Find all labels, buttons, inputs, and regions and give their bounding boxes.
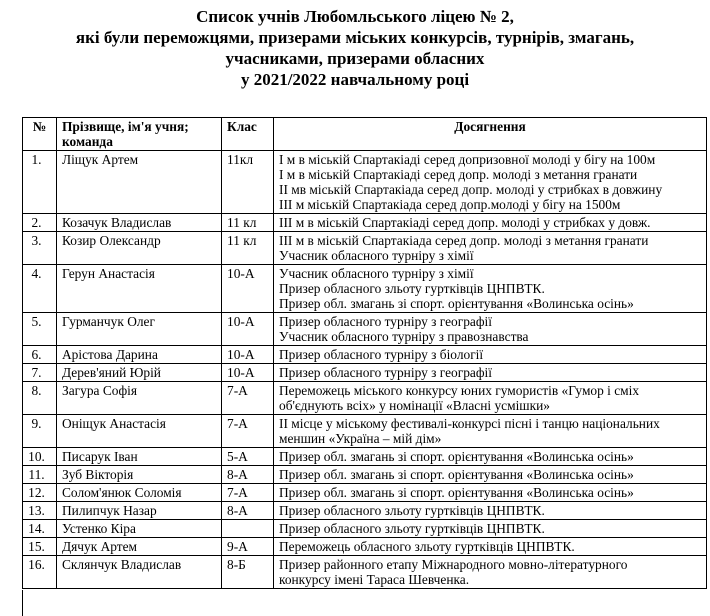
header-class: Клас xyxy=(222,118,274,151)
table-row xyxy=(23,538,707,556)
table-row xyxy=(23,556,707,589)
table-row xyxy=(23,466,707,484)
achievements-cell xyxy=(274,346,707,364)
achievements-cell xyxy=(274,313,707,346)
student-class: 8-Б xyxy=(222,556,274,589)
achievement-line: Переможець міського конкурсу юних гумористів «Гумор і сміх xyxy=(279,383,640,398)
row-number: 11. xyxy=(23,466,57,484)
student-name: Оніщук Анастасія xyxy=(57,415,222,448)
row-number: 5. xyxy=(23,313,57,346)
achievement-line: І м в міській Спартакіаді серед допр. молоді з метання гранати xyxy=(279,167,638,182)
row-number: 8. xyxy=(23,382,57,415)
table-row xyxy=(23,214,707,232)
row-number: 9. xyxy=(23,415,57,448)
achievements-cell xyxy=(274,448,707,466)
table-row xyxy=(23,346,707,364)
row-number: 16. xyxy=(23,556,57,589)
achievements-cell xyxy=(274,502,707,520)
achievement-line: Призер обл. змагань зі спорт. орієнтування «Волинська осінь» xyxy=(279,467,634,482)
student-class: 8-А xyxy=(222,466,274,484)
table-row xyxy=(23,484,707,502)
table-row xyxy=(23,313,707,346)
table-row xyxy=(23,520,707,538)
student-class: 5-А xyxy=(222,448,274,466)
student-class: 7-А xyxy=(222,382,274,415)
achievements-cell xyxy=(274,538,707,556)
achievement-line: Призер обл. змагань зі спорт. орієнтування «Волинська осінь» xyxy=(279,485,634,500)
student-name: Загура Софія xyxy=(57,382,222,415)
table-row xyxy=(23,502,707,520)
achievement-line: Призер обл. змагань зі спорт. орієнтування «Волинська осінь» xyxy=(279,449,634,464)
table-row xyxy=(23,448,707,466)
achievement-line: об'єднують всіх» у номінації «Власні усмішки» xyxy=(279,398,550,413)
achievement-line: Призер обласного зльоту гуртківців ЦНПВТК. xyxy=(279,521,545,536)
student-name: Солом'янюк Соломія xyxy=(57,484,222,502)
student-name: Ліщук Артем xyxy=(57,151,222,214)
row-number: 13. xyxy=(23,502,57,520)
students-table xyxy=(22,117,707,589)
achievements-cell xyxy=(274,151,707,214)
achievement-line: Призер обл. змагань зі спорт. орієнтування «Волинська осінь» xyxy=(279,296,634,311)
achievement-line: ІІ мв міській Спартакіада серед допр. молоді у стрибках в довжину xyxy=(279,182,663,197)
achievement-line: ІІ місце у міському фестивалі-конкурсі пісні і танцю національних xyxy=(279,416,660,431)
achievements-cell xyxy=(274,232,707,265)
student-name: Склянчук Владислав xyxy=(57,556,222,589)
student-class: 10-А xyxy=(222,346,274,364)
achievement-line: ІІІ м в міській Спартакіаді серед допр. молоді у стрибках у довж. xyxy=(279,215,651,230)
achievements-cell xyxy=(274,556,707,589)
student-class: 7-А xyxy=(222,484,274,502)
achievements-cell xyxy=(274,484,707,502)
student-name: Зуб Вікторія xyxy=(57,466,222,484)
row-number: 4. xyxy=(23,265,57,313)
row-number: 12. xyxy=(23,484,57,502)
student-class: 10-А xyxy=(222,313,274,346)
achievement-line: Переможець обласного зльоту гуртківців ЦНПВТК. xyxy=(279,539,575,554)
student-name: Дячук Артем xyxy=(57,538,222,556)
header-achievements: Досягнення xyxy=(274,118,707,151)
student-class: 10-А xyxy=(222,265,274,313)
achievements-cell xyxy=(274,364,707,382)
table-body xyxy=(23,151,707,589)
achievement-line: Учасник обласного турніру з правознавства xyxy=(279,329,529,344)
row-number: 2. xyxy=(23,214,57,232)
student-name: Устенко Кіра xyxy=(57,520,222,538)
student-class: 11кл xyxy=(222,151,274,214)
title-line: у 2021/2022 навчальному році xyxy=(240,70,470,89)
student-name: Писарук Іван xyxy=(57,448,222,466)
table-row xyxy=(23,415,707,448)
student-class: 11 кл xyxy=(222,232,274,265)
row-number: 6. xyxy=(23,346,57,364)
student-class xyxy=(222,520,274,538)
achievement-line: конкурсу імені Тараса Шевченка. xyxy=(279,572,470,587)
achievements-cell xyxy=(274,415,707,448)
student-class: 7-А xyxy=(222,415,274,448)
student-class: 10-А xyxy=(222,364,274,382)
achievements-cell xyxy=(274,265,707,313)
header-name: Прізвище, ім'я учня; команда xyxy=(57,118,222,151)
achievement-line: Призер обласного турніру з біології xyxy=(279,347,484,362)
row-number: 3. xyxy=(23,232,57,265)
achievement-line: Призер обласного зльоту гуртківців ЦНПВТК. xyxy=(279,281,545,296)
achievement-line: І м в міській Спартакіаді серед допризовної молоді у бігу на 100м xyxy=(279,152,656,167)
table-header-row xyxy=(23,118,707,151)
achievement-line: ІІІ м міській Спартакіада серед допр.молоді у бігу на 1500м xyxy=(279,197,621,212)
document-title xyxy=(0,6,710,90)
title-line: учасниками, призерами обласних xyxy=(225,49,485,68)
student-name: Козир Олександр xyxy=(57,232,222,265)
student-name: Дерев'яний Юрій xyxy=(57,364,222,382)
title-line: Список учнів Любомльського ліцею № 2, xyxy=(196,7,514,26)
achievement-line: Призер обласного турніру з географії xyxy=(279,365,492,380)
row-number: 15. xyxy=(23,538,57,556)
header-num: № xyxy=(23,118,57,151)
achievements-cell xyxy=(274,520,707,538)
row-number: 1. xyxy=(23,151,57,214)
page-edge-line xyxy=(22,590,23,616)
title-line: які були переможцями, призерами міських конкурсів, турнірів, змагань, xyxy=(75,28,635,47)
table-row xyxy=(23,382,707,415)
achievements-cell xyxy=(274,214,707,232)
achievement-line: Учасник обласного турніру з хімії xyxy=(279,248,474,263)
student-name: Герун Анастасія xyxy=(57,265,222,313)
student-class: 11 кл xyxy=(222,214,274,232)
row-number: 14. xyxy=(23,520,57,538)
achievement-line: Призер обласного зльоту гуртківців ЦНПВТК. xyxy=(279,503,545,518)
student-name: Козачук Владислав xyxy=(57,214,222,232)
table-row xyxy=(23,151,707,214)
row-number: 7. xyxy=(23,364,57,382)
table-row xyxy=(23,364,707,382)
table-row xyxy=(23,232,707,265)
student-name: Пилипчук Назар xyxy=(57,502,222,520)
achievement-line: меншин «Україна – мій дім» xyxy=(279,431,442,446)
table-row xyxy=(23,265,707,313)
achievement-line: Учасник обласного турніру з хімії xyxy=(279,266,474,281)
student-class: 8-А xyxy=(222,502,274,520)
student-name: Гурманчук Олег xyxy=(57,313,222,346)
achievement-line: Призер районного етапу Міжнародного мовно-літературного xyxy=(279,557,628,572)
achievement-line: Призер обласного турніру з географії xyxy=(279,314,492,329)
student-class: 9-А xyxy=(222,538,274,556)
achievements-cell xyxy=(274,382,707,415)
student-name: Арістова Дарина xyxy=(57,346,222,364)
achievements-cell xyxy=(274,466,707,484)
achievement-line: ІІІ м в міській Спартакіада серед допр. молоді з метання гранати xyxy=(279,233,649,248)
row-number: 10. xyxy=(23,448,57,466)
